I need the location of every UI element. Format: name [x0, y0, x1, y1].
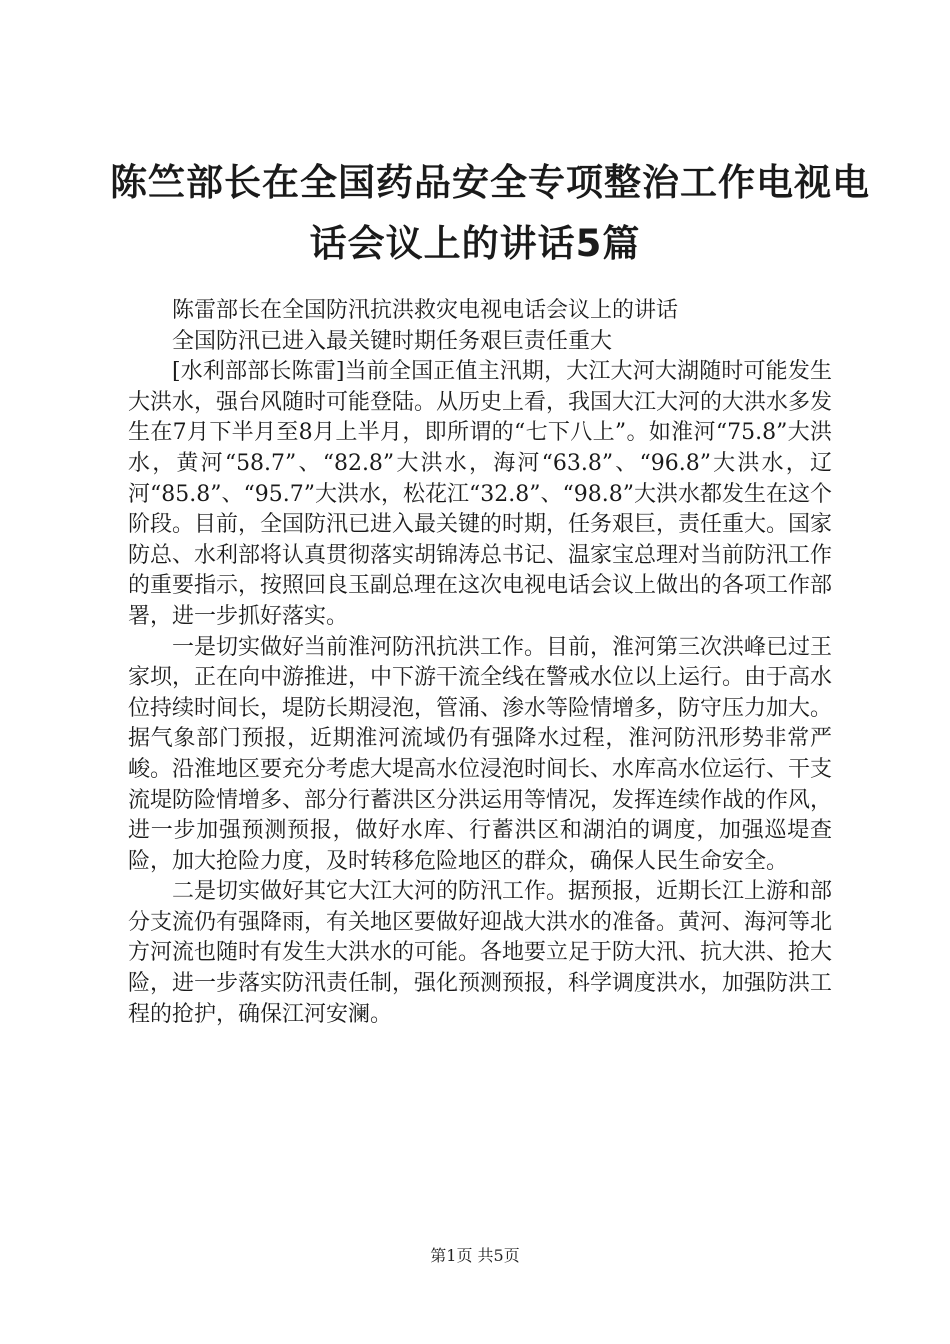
paragraph-heading: 全国防汛已进入最关键时期任务艰巨责任重大	[172, 328, 613, 354]
page-footer: 第1页 共5页	[430, 1246, 520, 1265]
document-title-line-1: 陈竺部长在全国药品安全专项整治工作电视电	[110, 161, 870, 204]
paragraph-subtitle: 陈雷部长在全国防汛抗洪救灾电视电话会议上的讲话	[172, 298, 679, 323]
document-title-line-2: 话会议上的讲话5篇	[309, 222, 641, 265]
paragraph-point-2: 二是切实做好其它大江大河的防汛工作。据预报，近期长江上游和部分支流仍有强降雨，有关地区要做好迎战大洪水的准备。黄河、海河等北方河流也随时有发生大洪水的可能。各地要立足于防大汛、抗大洪、抢大险，进一步落实防汛责任制，强化预测预报，科学调度洪水，加强防洪工程的抢护，确保江河安澜。	[128, 879, 833, 1027]
paragraph-point-1: 一是切实做好当前淮河防汛抗洪工作。目前，淮河第三次洪峰已过王家坝，正在向中游推进，中下游干流全线在警戒水位以上运行。由于高水位持续时间长，堤防长期浸泡，管涌、渗水等险情增多，防守压力加大。据气象部门预报，近期淮河流域仍有强降水过程，淮河防汛形势非常严峻。沿淮地区要充分考虑大堤高水位浸泡时间长、水库高水位运行、干支流堤防险情增多、部分行蓄洪区分洪运用等情况，发挥连续作战的作风，进一步加强预测预报，做好水库、行蓄洪区和湖泊的调度，加强巡堤查险，加大抢险力度，及时转移危险地区的群众，确保人民生命安全。	[128, 634, 833, 874]
document-body	[128, 296, 832, 1030]
paragraph-intro: [水利部部长陈雷]当前全国正值主汛期，大江大河大湖随时可能发生大洪水，强台风随时可能登陆。从历史上看，我国大江大河的大洪水多发生在7月下半月至8月上半月，即所谓的“七下八上”。如淮河“75.8”大洪水，黄河“58.7”、“82.8”大洪水，海河“63.8”、“96.8”大洪水，辽河“85.8”、“95.7”大洪水，松花江“32.8”、“98.8”大洪水都发生在这个阶段。目前，全国防汛已进入最关键的时期，任务艰巨，责任重大。国家防总、水利部将认真贯彻落实胡锦涛总书记、温家宝总理对当前防汛工作的重要指示，按照回良玉副总理在这次电视电话会议上做出的各项工作部署，进一步抓好落实。	[128, 359, 833, 629]
